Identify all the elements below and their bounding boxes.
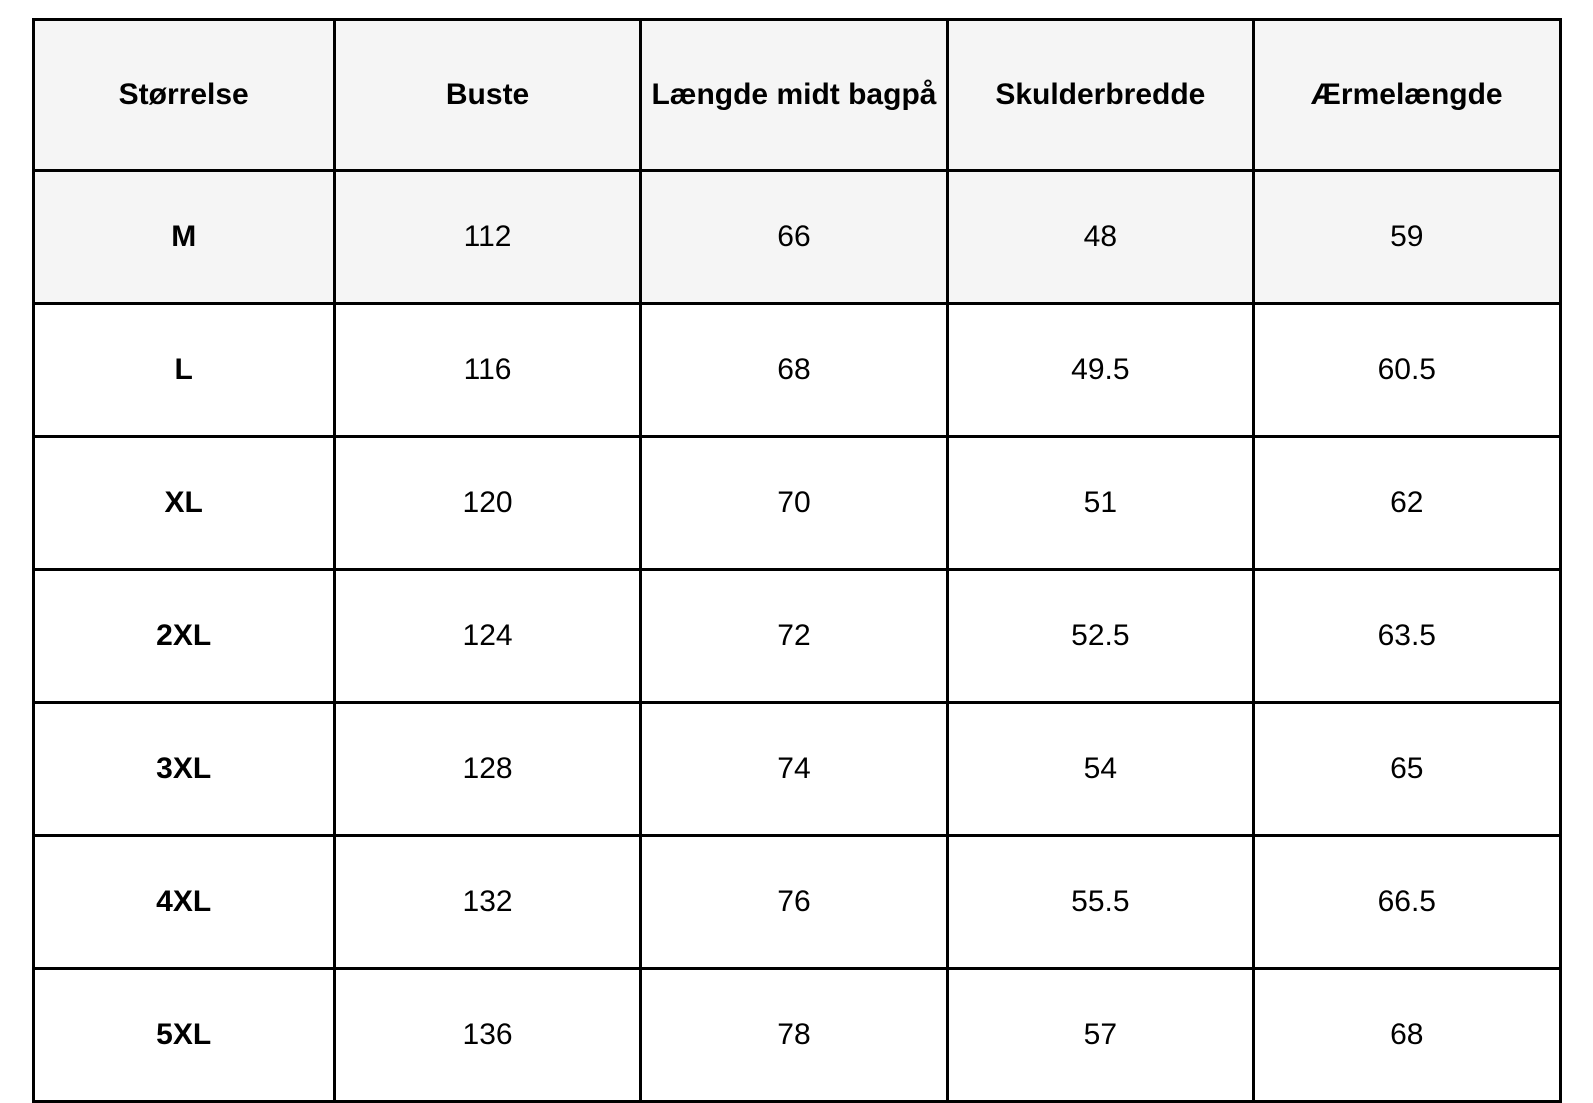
column-header-shoulder-width: Skulderbredde [947, 20, 1253, 171]
table-row [33, 437, 1560, 570]
cell-bust: 120 [334, 437, 640, 570]
cell-sleeve-length: 66.5 [1254, 836, 1560, 969]
table-header [33, 20, 1560, 171]
cell-sleeve-length: 68 [1254, 969, 1560, 1102]
table-row [33, 703, 1560, 836]
cell-shoulder-width: 49.5 [947, 304, 1253, 437]
cell-back-length: 74 [641, 703, 947, 836]
cell-bust: 132 [334, 836, 640, 969]
cell-size: L [33, 304, 334, 437]
cell-size: 5XL [33, 969, 334, 1102]
cell-sleeve-length: 62 [1254, 437, 1560, 570]
table-row [33, 171, 1560, 304]
table-header-row [33, 20, 1560, 171]
cell-shoulder-width: 55.5 [947, 836, 1253, 969]
cell-size: 3XL [33, 703, 334, 836]
cell-size: 4XL [33, 836, 334, 969]
cell-shoulder-width: 52.5 [947, 570, 1253, 703]
table-row [33, 570, 1560, 703]
cell-bust: 128 [334, 703, 640, 836]
cell-sleeve-length: 60.5 [1254, 304, 1560, 437]
cell-bust: 112 [334, 171, 640, 304]
cell-sleeve-length: 63.5 [1254, 570, 1560, 703]
cell-back-length: 72 [641, 570, 947, 703]
size-chart-table [32, 18, 1562, 1103]
cell-back-length: 68 [641, 304, 947, 437]
cell-shoulder-width: 54 [947, 703, 1253, 836]
cell-back-length: 78 [641, 969, 947, 1102]
cell-back-length: 66 [641, 171, 947, 304]
cell-shoulder-width: 51 [947, 437, 1253, 570]
cell-sleeve-length: 59 [1254, 171, 1560, 304]
table-row [33, 969, 1560, 1102]
cell-bust: 124 [334, 570, 640, 703]
cell-bust: 116 [334, 304, 640, 437]
column-header-back-length: Længde midt bagpå [641, 20, 947, 171]
cell-size: 2XL [33, 570, 334, 703]
cell-bust: 136 [334, 969, 640, 1102]
cell-sleeve-length: 65 [1254, 703, 1560, 836]
cell-back-length: 76 [641, 836, 947, 969]
cell-back-length: 70 [641, 437, 947, 570]
table-row [33, 304, 1560, 437]
table-body [33, 171, 1560, 1102]
cell-size: XL [33, 437, 334, 570]
column-header-sleeve-length: Ærmelængde [1254, 20, 1560, 171]
cell-shoulder-width: 48 [947, 171, 1253, 304]
cell-size: M [33, 171, 334, 304]
column-header-size: Størrelse [33, 20, 334, 171]
column-header-bust: Buste [334, 20, 640, 171]
cell-shoulder-width: 57 [947, 969, 1253, 1102]
table-row [33, 836, 1560, 969]
